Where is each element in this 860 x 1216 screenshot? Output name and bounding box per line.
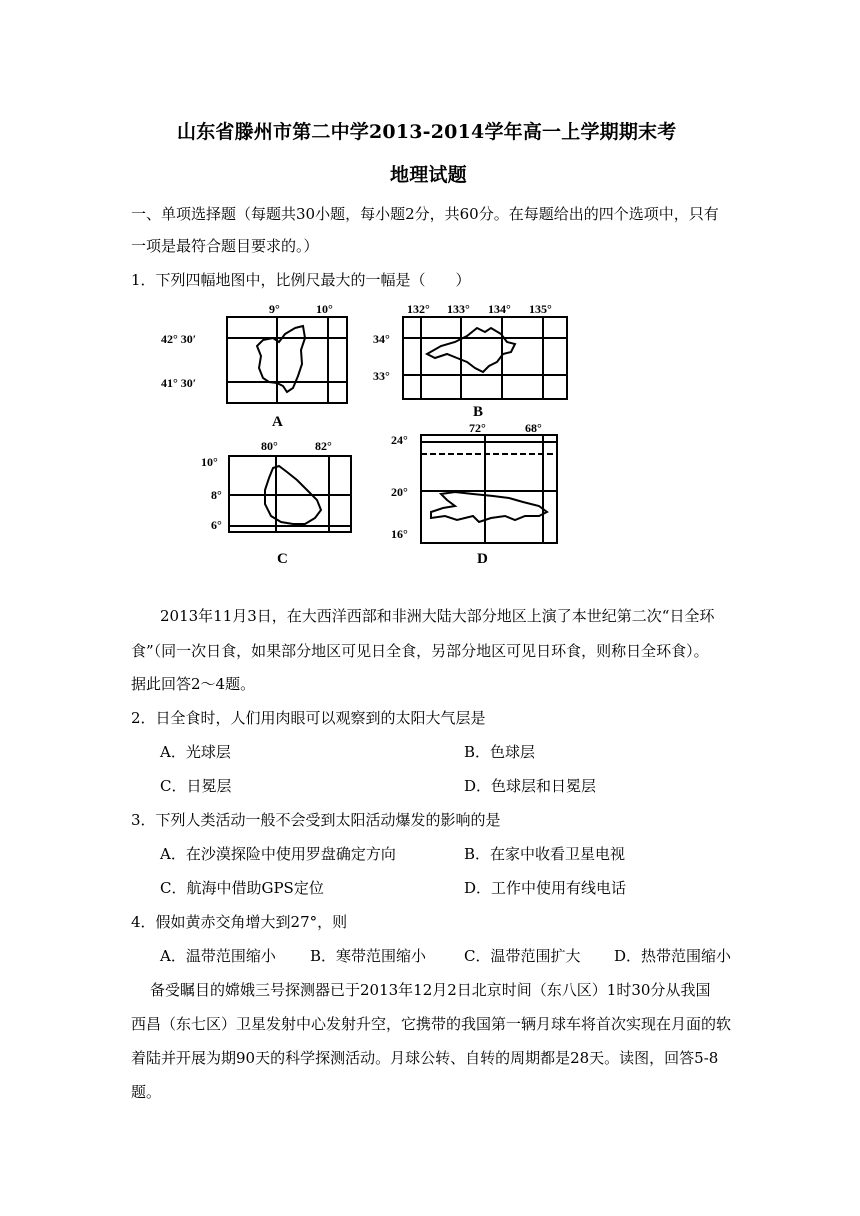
map-b-lon2: 133° bbox=[447, 302, 470, 316]
passage1-line2: 食”（同一次日食，如果部分地区可见日全食，另部分地区可见日环食，则称日全环食）。 bbox=[131, 642, 709, 660]
map-c bbox=[201, 439, 351, 567]
map-a-label: A bbox=[272, 414, 283, 430]
map-a-lon2: 10° bbox=[316, 302, 333, 316]
map-b-label: B bbox=[473, 404, 484, 420]
q1-stem: 1．下列四幅地图中，比例尺最大的一幅是（ ） bbox=[131, 271, 471, 289]
map-d-lat3: 16° bbox=[391, 527, 408, 541]
q4-option-d: D．热带范围缩小 bbox=[614, 947, 732, 965]
section-heading-line1: 一、单项选择题（每题共30小题，每小题2分，共60分。在每题给出的四个选项中，只有 bbox=[131, 205, 719, 223]
map-d-label: D bbox=[477, 551, 488, 567]
passage1-line1: 2013年11月3日，在大西洋西部和非洲大陆大部分地区上演了本世纪第二次“日全环 bbox=[160, 607, 715, 625]
page-title: 山东省滕州市第二中学2013-2014学年高一上学期期末考 bbox=[177, 121, 677, 143]
map-d-lon2: 68° bbox=[525, 421, 542, 435]
passage2-line4: 题。 bbox=[131, 1083, 162, 1101]
map-b bbox=[373, 302, 567, 420]
q3-option-d: D．工作中使用有线电话 bbox=[464, 879, 627, 897]
map-c-lon2: 82° bbox=[315, 439, 332, 453]
map-b-lat1: 34° bbox=[373, 332, 390, 346]
q4-option-b: B．寒带范围缩小 bbox=[310, 947, 427, 965]
page-subtitle: 地理试题 bbox=[390, 164, 467, 186]
q2-option-d: D．色球层和日冕层 bbox=[464, 777, 597, 795]
map-c-label: C bbox=[277, 551, 288, 567]
map-d-lat2: 20° bbox=[391, 485, 408, 499]
map-a bbox=[161, 302, 347, 430]
passage2-line3: 着陆并开展为期90天的科学探测活动。月球公转、自转的周期都是28天。读图，回答5-8 bbox=[131, 1049, 719, 1067]
passage2-line2: 西昌（东七区）卫星发射中心发射升空，它携带的我国第一辆月球车将首次实现在月面的软 bbox=[131, 1015, 732, 1033]
map-b-lat2: 33° bbox=[373, 369, 390, 383]
map-c-lon1: 80° bbox=[261, 439, 278, 453]
map-a-lon1: 9° bbox=[269, 302, 280, 316]
map-b-lon3: 134° bbox=[488, 302, 511, 316]
q3-option-b: B．在家中收看卫星电视 bbox=[464, 845, 626, 863]
q3-stem: 3．下列人类活动一般不会受到太阳活动爆发的影响的是 bbox=[131, 811, 501, 829]
passage2-line1: 备受瞩目的嫦娥三号探测器已于2013年12月2日北京时间（东八区）1时30分从我国 bbox=[150, 981, 711, 999]
map-c-lat3: 6° bbox=[211, 518, 222, 532]
q4-option-c: C．温带范围扩大 bbox=[464, 947, 581, 965]
q3-option-c: C．航海中借助GPS定位 bbox=[160, 879, 324, 897]
map-b-lon4: 135° bbox=[529, 302, 552, 316]
map-c-lat1: 10° bbox=[201, 455, 218, 469]
map-d-outline bbox=[431, 492, 547, 522]
q2-stem: 2．日全食时，人们用肉眼可以观察到的太阳大气层是 bbox=[131, 709, 486, 727]
map-b-lon1: 132° bbox=[407, 302, 430, 316]
q4-option-a: A．温带范围缩小 bbox=[160, 947, 276, 965]
map-d-lat1: 24° bbox=[391, 433, 408, 447]
map-a-lat1: 42° 30′ bbox=[161, 332, 197, 346]
map-d-lon1: 72° bbox=[469, 421, 486, 435]
passage1-line3: 据此回答2～4题。 bbox=[131, 675, 256, 693]
q4-stem: 4．假如黄赤交角增大到27°，则 bbox=[131, 913, 348, 931]
section-heading-line2: 一项是最符合题目要求的。） bbox=[131, 237, 319, 255]
q3-option-a: A．在沙漠探险中使用罗盘确定方向 bbox=[160, 845, 396, 863]
map-a-lat2: 41° 30′ bbox=[161, 376, 197, 390]
q1-map-figure bbox=[155, 298, 575, 570]
q2-option-b: B．色球层 bbox=[464, 743, 536, 761]
q2-option-a: A．光球层 bbox=[160, 743, 231, 761]
map-d bbox=[391, 421, 557, 567]
q2-option-c: C．日冕层 bbox=[160, 777, 232, 795]
map-c-lat2: 8° bbox=[211, 488, 222, 502]
